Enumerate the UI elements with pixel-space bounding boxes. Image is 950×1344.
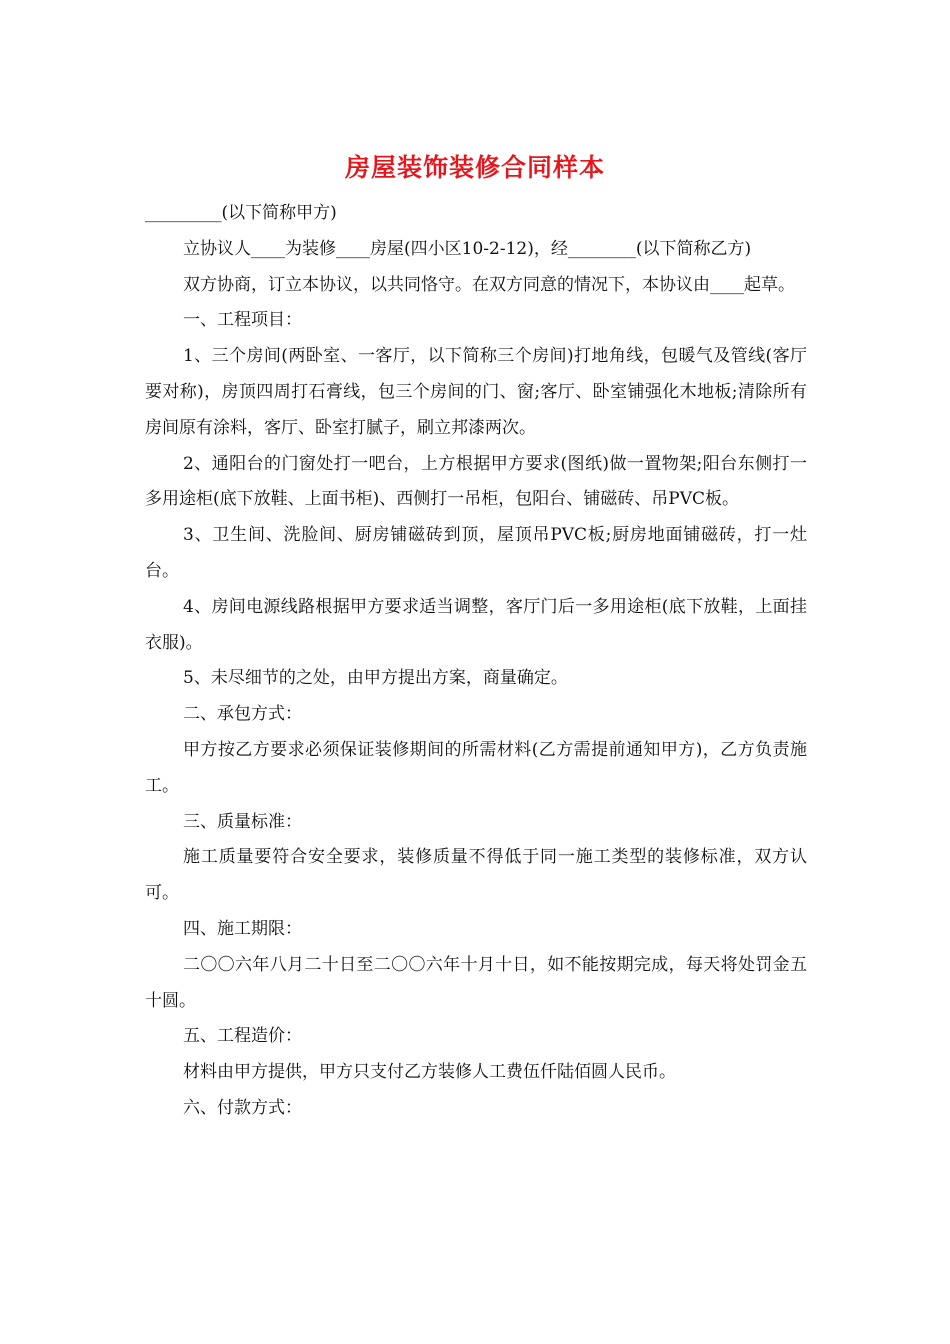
project-item-5: 5、未尽细节的之处，由甲方提出方案，商量确定。 — [183, 668, 568, 689]
party-a-line: _________(以下简称甲方) — [145, 203, 337, 223]
quality-text: 施工质量要符合安全要求，装修质量不得低于同一施工类型的装修标准，双方认可。 — [145, 847, 807, 904]
document-title: 房屋装饰装修合同样本 — [344, 153, 605, 182]
section-heading-payment: 六、付款方式： — [183, 1097, 302, 1118]
section-heading-contract-method: 二、承包方式： — [183, 704, 302, 725]
section-heading-quality: 三、质量标准： — [183, 811, 302, 832]
section-heading-project: 一、工程项目： — [183, 310, 302, 331]
cost-text: 材料由甲方提供，甲方只支付乙方装修人工费伍仟陆佰圆人民币。 — [183, 1062, 676, 1083]
project-item-2: 2、通阳台的门窗处打一吧台，上方根据甲方要求(图纸)做一置物架;阳台东侧打一多用途柜(底下放鞋、上面书柜)、西侧打一吊柜，包阳台、铺磁砖、吊PVC板。 — [145, 453, 807, 510]
project-item-4: 4、房间电源线路根据甲方要求适当调整，客厅门后一多用途柜(底下放鞋，上面挂衣服)。 — [145, 596, 807, 653]
period-text: 二〇〇六年八月二十日至二〇〇六年十月十日，如不能按期完成，每天将处罚金五十圆。 — [145, 954, 807, 1011]
project-item-3: 3、卫生间、洗脸间、厨房铺磁砖到顶，屋顶吊PVC板;厨房地面铺磁砖，打一灶台。 — [145, 525, 807, 581]
section-heading-cost: 五、工程造价： — [183, 1026, 302, 1047]
agreement-intro: 立协议人____为装修____房屋(四小区10-2-12)，经________(以下简称乙方) — [183, 238, 752, 259]
agreement-consultation: 双方协商，订立本协议，以共同恪守。在双方同意的情况下，本协议由____起草。 — [183, 274, 795, 295]
section-heading-period: 四、施工期限： — [183, 918, 302, 939]
document-body — [145, 196, 807, 1127]
project-item-1: 1、三个房间(两卧室、一客厅，以下简称三个房间)打地角线，包暖气及管线(客厅要对称)，房顶四周打石膏线，包三个房间的门、窗;客厅、卧室铺强化木地板;清除所有房间原有涂料，客厅、卧室打腻子，刷立邦漆两次。 — [145, 346, 807, 438]
contract-method-text: 甲方按乙方要求必须保证装修期间的所需材料(乙方需提前通知甲方)，乙方负责施工。 — [145, 739, 807, 796]
